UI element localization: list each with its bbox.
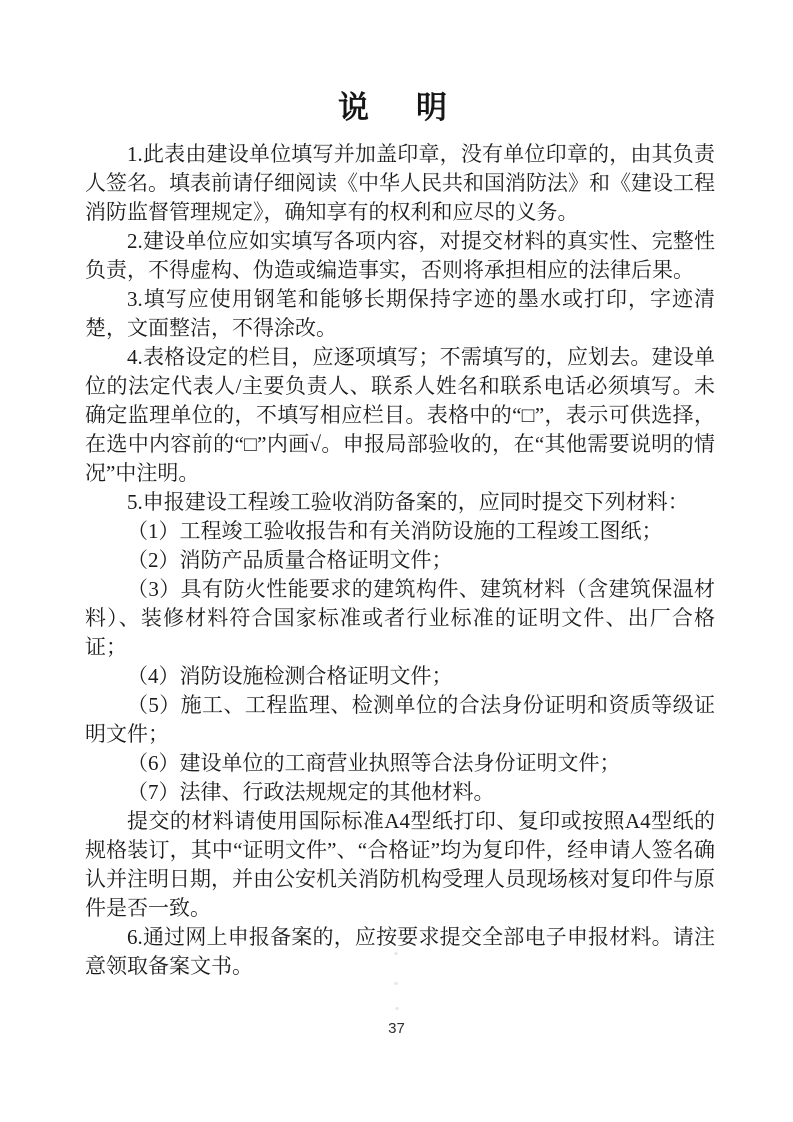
list-item-6: （6）建设单位的工商营业执照等合法身份证明文件； [127,751,621,775]
list-item-2: （2）消防产品质量合格证明文件； [127,548,453,572]
page-title: 说 明 [338,90,455,125]
list-item-3: （3）具有防火性能要求的建筑构件、建筑材料（含建筑保温材料）、装修材料符合国家标准或者行业标准的证明文件、出厂合格证； [85,577,715,659]
scan-artifact-dot [395,1007,399,1010]
page-number: 37 [388,1020,405,1037]
list-item-4: （4）消防设施检测合格证明文件； [127,664,453,688]
paragraph-4: 4.表格设定的栏目，应逐项填写；不需填写的，应划去。建设单位的法定代表人/主要负责人、联系人姓名和联系电话必须填写。未确定监理单位的，不填写相应栏目。表格中的“□”，表示可供选择，在选中内容前的“□”内画√。申报局部验收的，在“其他需要说明的情况”中注明。 [85,345,715,485]
paragraph-3: 3.填写应使用钢笔和能够长期保持字迹的墨水或打印，字迹清楚，文面整洁，不得涂改。 [85,287,715,340]
paragraph-1: 1.此表由建设单位填写并加盖印章，没有单位印章的，由其负责人签名。填表前请仔细阅读《中华人民共和国消防法》和《建设工程消防监督管理规定》，确知享有的权利和应尽的义务。 [85,142,715,224]
list-item-7: （7）法律、行政法规规定的其他材料。 [127,780,495,804]
scan-artifact-dot [394,982,398,985]
paragraph-6: 6.通过网上申报备案的，应按要求提交全部电子申报材料。请注意领取备案文书。 [85,925,715,978]
list-item-1: （1）工程竣工验收报告和有关消防设施的工程竣工图纸； [127,519,663,543]
paragraph-2: 2.建设单位应如实填写各项内容，对提交材料的真实性、完整性负责，不得虚构、伪造或编造事实，否则将承担相应的法律后果。 [85,229,715,282]
paragraph-materials-note: 提交的材料请使用国际标准A4型纸打印、复印或按照A4型纸的规格装订，其中“证明文件”、“合格证”均为复印件，经申请人签名确认并注明日期，并由公安机关消防机构受理人员现场核对复印件与原件是否一致。 [85,809,715,920]
document-body [85,140,715,981]
paragraph-5: 5.申报建设工程竣工验收消防备案的，应同时提交下列材料： [127,490,689,514]
scan-artifact-dot [394,952,398,955]
list-item-5: （5）施工、工程监理、检测单位的合法身份证明和资质等级证明文件； [85,693,715,746]
